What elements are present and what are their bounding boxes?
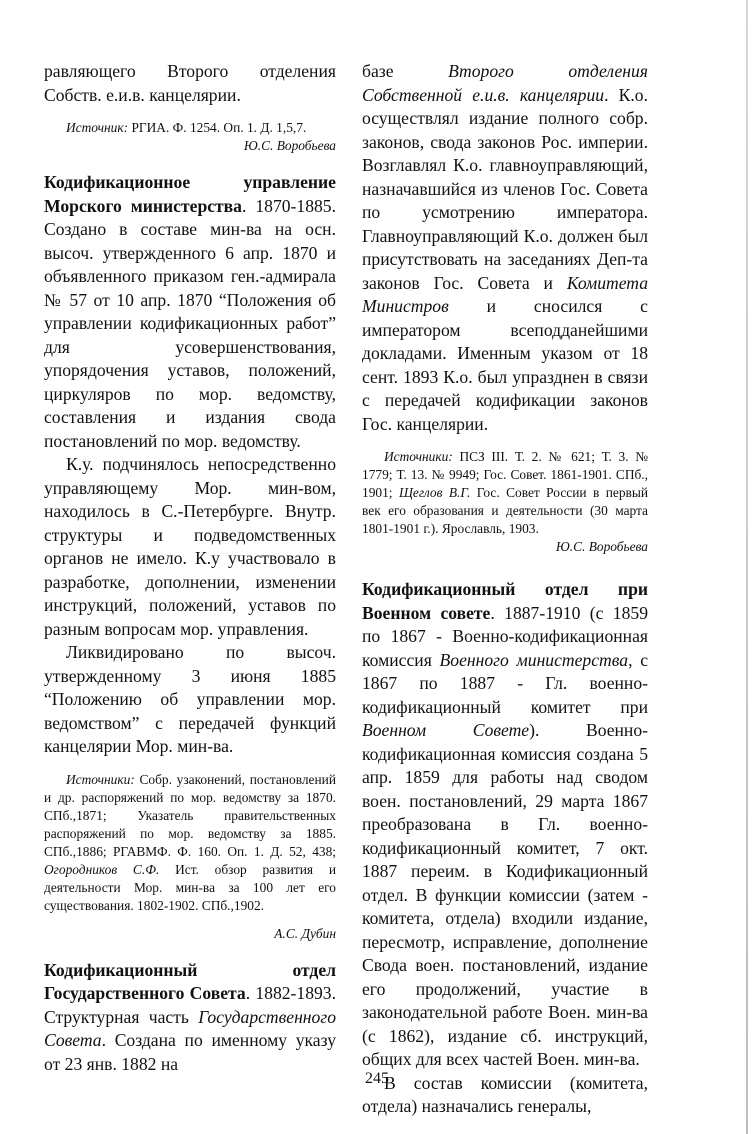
- page-edge-shadow: [746, 0, 748, 1134]
- gossovet-cont-t2: . К.о. осуществлял издание полного собр. законов, свода законов Рос. империи. Возглавлял К.о. главноуправляющий, назначавшийся из членов Гос. Совета по усмотрению императора. Главноуправляющий К.о. должен был присутствовать на заседаниях Деп-та законов Гос. Совета и: [362, 84, 648, 293]
- entry-gossovet: [44, 959, 336, 1077]
- entry-gossovet-text-a: . 1882-1893. Структурная часть: [44, 983, 336, 1027]
- sources-text-b: Гос. Совет России в первый век его образования и деятельности (30 марта 1801-1901 г.). Ярославль, 1903.: [362, 485, 648, 536]
- entry-voenny-text-b: , с 1867 по 1887 - Гл. военно-кодификационный комитет при: [362, 649, 649, 717]
- page-number: 245: [365, 1070, 389, 1087]
- entry-voenny-text-a: . 1887-1910 (с 1859 по 1867 - Военно-кодификационная комиссия: [362, 602, 648, 670]
- sources-label: Источники:: [66, 771, 135, 787]
- entry-morskoe-text: . 1870-1885. Создано в составе мин-ва на осн. высоч. утвержденного 6 апр. 1870 и объявленного приказом ген.-адмирала № 57 от 10 апр. 1870 “Положения об управлении кодификационных работ” для усовершенствования, упорядочения уставов, положений, циркуляров по мор. ведомству, составления и издания свода постановлений по мор. ведомству.: [44, 195, 336, 451]
- sources-text-a: Собр. узаконений, постановлений и др. распоряжений по мор. ведомству за 1870. СПб.,1871; Указатель правительственных распоряжений по мор. ведомству за 1885. СПб.,1886; РГАВМФ. Ф. 160. Оп. 1. Д. 52, 438;: [44, 771, 336, 859]
- entry-gossovet-title: Кодификационный отдел Государственного Совета: [44, 959, 336, 1003]
- entry-morskoe-sources: [44, 771, 336, 915]
- entry-voenny-p1: [362, 578, 648, 1072]
- entry-voenny-italic-1: Военного министерства: [439, 649, 629, 670]
- entry-morskoe-p3: Ликвидировано по высоч. утвержденному 3 июня 1885 “Положению об управлении мор. ведомством” с передачей функций канцелярии Мор. мин-ва.: [44, 642, 336, 756]
- gossovet-cont-i2: Комитета Министров: [362, 272, 648, 316]
- entry-voenny-text-c: ). Военно-кодификационная комиссия создана 5 апр. 1859 для работы над сводом воен. постановлений, 29 марта 1867 преобразована в Гл. военно-кодификационный комитет, 7 окт. 1887 переим. в Кодификационный отдел. В функции комиссии (затем - комитета, отдела) входили издание, пересмотр, исправление, дополнение Свода воен. постановлений, издание его продолжений, участие в законодательной работе Воен. мин-ва (с 1862), издание сб. инструкций, общих для всех частей Воен. мин-ва.: [362, 720, 648, 1069]
- entry-voenny: [362, 578, 648, 1119]
- entry-gossovet-continued: [362, 60, 648, 436]
- continued-source: [44, 119, 336, 137]
- source-label: Источник:: [66, 120, 129, 135]
- entry-morskoe-author: А.С. Дубин: [274, 925, 336, 941]
- entry-voenny-italic-2: Военном Совете: [362, 720, 530, 740]
- sources-label: Источники:: [384, 449, 453, 464]
- entry-morskoe-p2: К.у. подчинялось непосредственно управляющему Мор. мин-вом, находилось в С.-Петербурге. Внутр. структуры и подведомственных органов не имело. К.у участвовало в разработке, дополнении, изменении инструкций, положений, уставов по разным вопросам мор. управления.: [44, 454, 336, 639]
- left-column: [44, 60, 336, 1076]
- right-column: [362, 60, 648, 1119]
- entry-gossovet-author: Ю.С. Воробьева: [555, 539, 648, 554]
- entry-morskoe-p1: [44, 171, 336, 453]
- entry-gossovet-sources: [362, 448, 648, 538]
- continued-text: равляющего Второго отделения Собств. е.и.в. канцелярии.: [44, 61, 336, 105]
- sources-author-italic: Щеглов В.Г.: [398, 485, 471, 500]
- sources-author-italic: Огородников С.Ф.: [44, 861, 160, 877]
- entry-morskoe: [44, 171, 336, 943]
- source-text: РГИА. Ф. 1254. Оп. 1. Д. 1,5,7.: [131, 120, 307, 135]
- entry-gossovet-text-b: . Создана по именному указу от 23 янв. 1882 на: [44, 1030, 336, 1074]
- entry-morskoe-title: Кодификационное управление Морского министерства: [44, 172, 336, 216]
- gossovet-cont-i1: Второго отделения Собственной е.и.в. канцелярии: [362, 61, 648, 105]
- entry-gossovet-italic: Государственного Совета: [44, 1006, 336, 1050]
- gossovet-cont-t3: и сносился с императором всеподданейшими докладами. Именным указом от 18 сент. 1893 К.о. был упразднен в связи с передачей кодификации законов Гос. канцелярии.: [362, 296, 648, 434]
- sources-text-b: Ист. обзор развития и деятельности Мор. мин-ва за 100 лет его существования. 1802-1902. СПб.,1902.: [44, 861, 336, 913]
- entry-voenny-title: Кодификационный отдел при Военном совете: [362, 579, 648, 623]
- entry-voenny-p2: В состав комиссии (комитета, отдела) назначались генералы,: [362, 1072, 648, 1116]
- entry-gossovet-p1: [44, 959, 336, 1077]
- sources-text-a: ПСЗ III. Т. 2. № 621; Т. 3. № 1779; Т. 13. № 9949; Гос. Совет. 1861-1901. СПб., 1901;: [362, 449, 648, 500]
- continued-author: Ю.С. Воробьева: [243, 138, 336, 153]
- gossovet-cont-t1: базе: [362, 61, 394, 81]
